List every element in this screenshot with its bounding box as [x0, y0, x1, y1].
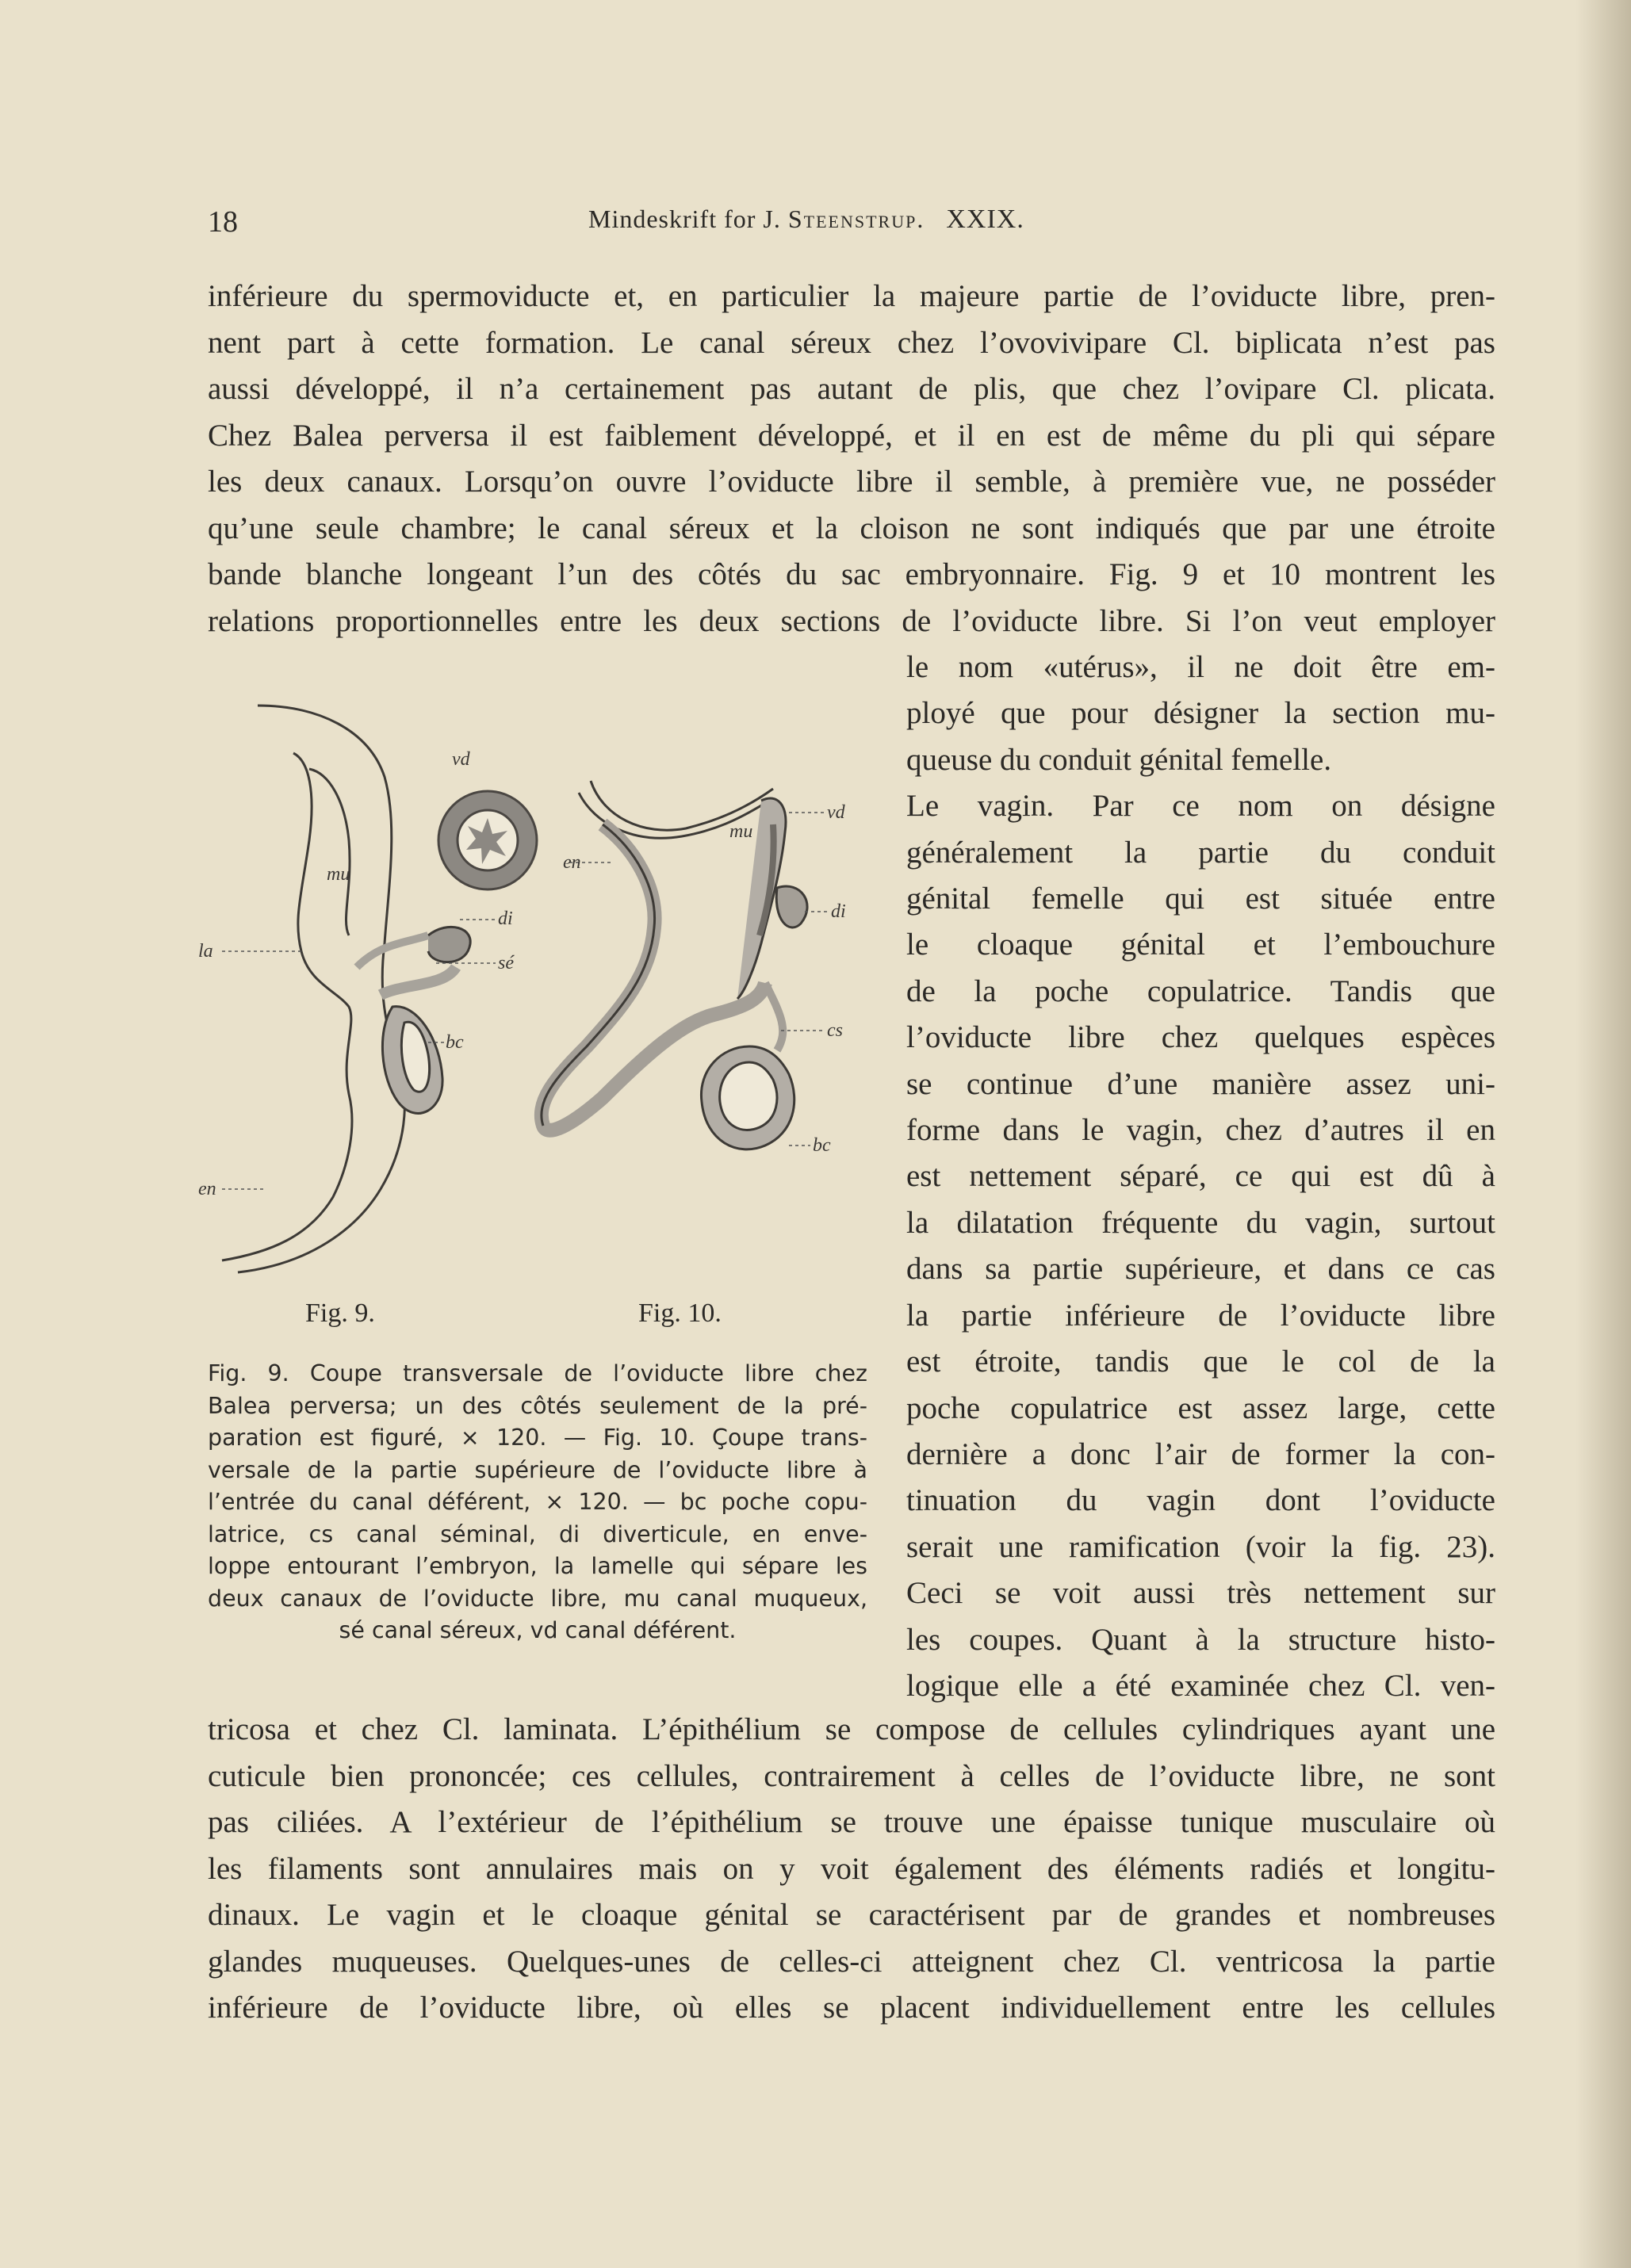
text-line: queuse du conduit génital femelle. [906, 742, 1332, 777]
text-line: les coupes. Quant à la structure histo- [906, 1622, 1495, 1657]
text-line: nent part à cette formation. Le canal séreux chez l’ovovivipare Cl. biplicata n’est pas [208, 325, 1495, 360]
page-header [208, 205, 1500, 244]
fig9-drawing [222, 706, 537, 1272]
text-line: serait une ramification (voir la fig. 23). [906, 1529, 1495, 1564]
body-text-side-column [906, 644, 1495, 1709]
caption-line: Balea perversa; un des côtés seulement de la pré- [208, 1392, 867, 1419]
section-heading-line: Le vagin. Par ce nom on désigne [906, 789, 1495, 824]
text-line: est nettement séparé, ce qui est dû à [906, 1159, 1495, 1194]
text-line: relations proportionnelles entre les deux sections de l’oviducte libre. Si l’on veut employer [208, 603, 1495, 638]
fig9-label-bc: bc [446, 1032, 464, 1053]
page-edge-shadow [1575, 0, 1631, 2268]
text-line: le cloaque génital et l’embouchure [906, 927, 1495, 962]
figures-9-10 [190, 682, 888, 1332]
text-line: dans sa partie supérieure, et dans ce cas [906, 1252, 1495, 1287]
text-line: est étroite, tandis que le col de la [906, 1344, 1495, 1379]
text-line: tricosa et chez Cl. laminata. L’épithélium se compose de cellules cylindriques ayant une [208, 1712, 1495, 1746]
text-line: inférieure de l’oviducte libre, où elles se placent individuellement entre les cellules [208, 1991, 1495, 2025]
fig10-label-vd: vd [827, 802, 845, 823]
fig10-label-di: di [831, 901, 846, 922]
fig9-label-en: en [198, 1179, 216, 1199]
caption-line: l’entrée du canal déférent, × 120. — bc poche copu- [208, 1489, 867, 1515]
running-head-prefix: Mindeskrift for J. [588, 205, 781, 233]
caption-line: Fig. 9. Coupe transversale de l’oviducte libre chez [208, 1360, 867, 1386]
fig9-label-vd: vd [452, 749, 470, 770]
fig9-label-se: sé [498, 953, 514, 973]
text-line: ployé que pour désigner la section mu- [906, 696, 1495, 731]
text-line: glandes muqueuses. Quelques-unes de celles-ci atteignent chez Cl. ventricosa la partie [208, 1944, 1495, 1979]
text-line: les filaments sont annulaires mais on y voit également des éléments radiés et longitu- [208, 1851, 1495, 1886]
text-line: Chez Balea perversa il est faiblement développé, et il en est de même du pli qui sépare [208, 418, 1495, 453]
fig9-label-la: la [198, 941, 213, 962]
caption-line: paration est figuré, × 120. — Fig. 10. Çoupe trans- [208, 1425, 867, 1451]
fig10-label-bc: bc [813, 1135, 831, 1156]
text-line: généralement la partie du conduit [906, 835, 1495, 870]
fig9-label-di: di [498, 908, 513, 929]
caption-line: versale de la partie supérieure de l’oviducte libre à [208, 1456, 867, 1483]
caption-line: latrice, cs canal séminal, di diverticule, en enve- [208, 1520, 867, 1547]
fig9-label-mu: mu [327, 864, 350, 885]
fig10-label: Fig. 10. [638, 1298, 722, 1328]
fig10-drawing [542, 781, 807, 1149]
text-line: le nom «utérus», il ne doit être em- [906, 650, 1495, 684]
page-number: 18 [208, 205, 238, 239]
body-text-bottom [208, 1707, 1495, 2032]
running-head [588, 205, 1024, 235]
text-line: logique elle a été examinée chez Cl. ven- [906, 1668, 1495, 1703]
text-line: qu’une seule chambre; le canal séreux et la cloison ne sont indiqués que par une étroite [208, 511, 1495, 545]
figure-caption [208, 1358, 867, 1647]
text-line: tinuation du vagin dont l’oviducte [906, 1483, 1495, 1518]
fig9-label: Fig. 9. [305, 1298, 375, 1328]
text-line: la partie inférieure de l’oviducte libre [906, 1298, 1495, 1333]
text-line: dinaux. Le vagin et le cloaque génital se caractérisent par de grandes et nombreuses [208, 1898, 1495, 1932]
fig10-label-en: en [563, 852, 581, 873]
running-head-name: Steenstrup. [787, 205, 925, 233]
figure-illustrations [190, 682, 888, 1292]
text-line: pas ciliées. A l’extérieur de l’épithélium se trouve une épaisse tunique musculaire où [208, 1805, 1495, 1839]
text-line: forme dans le vagin, chez d’autres il en [906, 1113, 1495, 1148]
fig10-label-mu: mu [729, 821, 753, 842]
text-line: aussi développé, il n’a certainement pas autant de plis, que chez l’ovipare Cl. plicata. [208, 372, 1495, 406]
text-line: les deux canaux. Lorsqu’on ouvre l’oviducte libre il semble, à première vue, ne posséder [208, 465, 1495, 499]
text-line: inférieure du spermoviducte et, en particulier la majeure partie de l’oviducte libre, pren- [208, 279, 1495, 313]
caption-line: loppe entourant l’embryon, la lamelle qui sépare les [208, 1553, 867, 1579]
text-line: poche copulatrice est assez large, cette [906, 1390, 1495, 1425]
text-line: la dilatation fréquente du vagin, surtout [906, 1205, 1495, 1240]
text-line: dernière a donc l’air de former la con- [906, 1436, 1495, 1471]
text-line: génital femelle qui est située entre [906, 882, 1495, 916]
running-head-volume: XXIX. [946, 205, 1024, 234]
text-line: bande blanche longeant l’un des côtés du sac embryonnaire. Fig. 9 et 10 montrent les [208, 557, 1495, 591]
caption-line: deux canaux de l’oviducte libre, mu canal muqueux, [208, 1585, 867, 1612]
fig10-label-cs: cs [827, 1020, 843, 1041]
caption-line: sé canal séreux, vd canal déférent. [339, 1617, 737, 1643]
body-text-top [208, 273, 1495, 644]
text-line: Ceci se voit aussi très nettement sur [906, 1576, 1495, 1611]
text-line: l’oviducte libre chez quelques espèces [906, 1020, 1495, 1055]
text-line: cuticule bien prononcée; ces cellules, contrairement à celles de l’oviducte libre, ne sont [208, 1758, 1495, 1793]
text-line: de la poche copulatrice. Tandis que [906, 973, 1495, 1008]
text-line: se continue d’une manière assez uni- [906, 1066, 1495, 1101]
